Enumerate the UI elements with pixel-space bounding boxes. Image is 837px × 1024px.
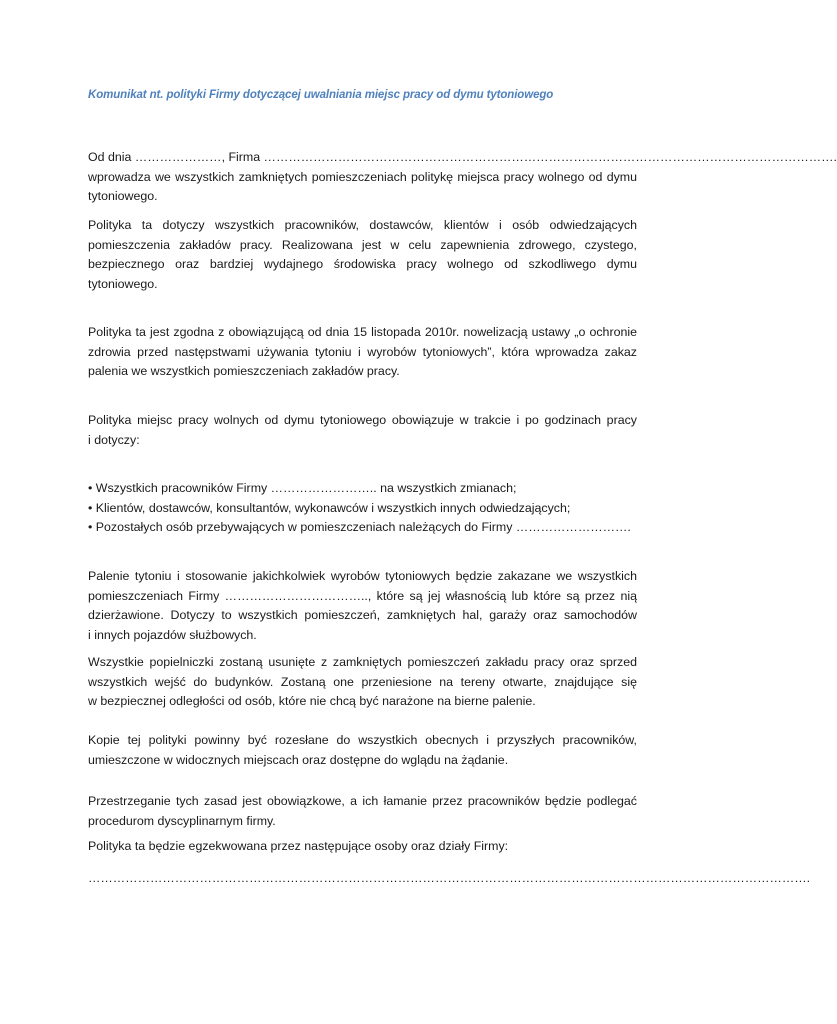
paragraph-line: i dotyczy: bbox=[88, 432, 140, 447]
paragraph-line: dzierżawione. Dotyczy to wszystkich pomieszczeń, zamkniętych hal, garaży oraz samochodów bbox=[88, 608, 637, 622]
list-item: • Pozostałych osób przebywających w pomieszczeniach należących do Firmy ………………………. bbox=[88, 520, 631, 534]
paragraph-line: Przestrzeganie tych zasad jest obowiązkowe, a ich łamanie przez pracowników będzie podlegać bbox=[88, 794, 637, 808]
paragraph-line: Kopie tej polityki powinny być rozesłane do wszystkich obecnych i przyszłych pracowników, bbox=[88, 733, 637, 747]
paragraph-line: w bezpiecznej odległości od osób, które nie chcą być narażone na bierne palenie. bbox=[88, 694, 536, 708]
list-item: • Wszystkich pracowników Firmy …………………….. na wszystkich zmianach; bbox=[88, 481, 517, 495]
paragraph-line: pomieszczeniach Firmy …………………………….., które są jej własnością lub które są przez nią bbox=[88, 588, 637, 603]
paragraph-line: wszystkich wejść do budynków. Zostaną one przeniesione na tereny otwarte, znajdujące się bbox=[88, 674, 637, 689]
paragraph-line: Polityka miejsc pracy wolnych od dymu tytoniowego obowiązuje w trakcie i po godzinach pracy bbox=[88, 413, 637, 427]
paragraph-line: Polityka ta jest zgodna z obowiązującą od dnia 15 listopada 2010r. nowelizacją ustawy „o ochronie bbox=[88, 325, 637, 339]
paragraph-compliance bbox=[88, 792, 637, 831]
paragraph-ban bbox=[88, 567, 637, 645]
paragraph-line: Polityka ta dotyczy wszystkich pracowników, dostawców, klientów i osób odwiedzających bbox=[88, 218, 637, 232]
paragraph-line: i innych pojazdów służbowych. bbox=[88, 627, 257, 642]
paragraph-scope bbox=[88, 216, 637, 294]
paragraph-line: Wszystkie popielniczki zostaną usunięte z zamkniętych pomieszczeń zakładu pracy oraz sprzed bbox=[88, 655, 637, 669]
bullet-list bbox=[88, 479, 637, 538]
paragraph-line: Palenie tytoniu i stosowanie jakichkolwiek wyrobów tytoniowych będzie zakazane we wszystkich bbox=[88, 569, 637, 583]
signature-dotted-line bbox=[88, 869, 811, 889]
paragraph-line: procedurom dyscyplinarnym firmy. bbox=[88, 813, 276, 828]
paragraph-line: bezpiecznego oraz bardziej wydajnego środowiska pracy wolnego od szkodliwego dymu bbox=[88, 257, 637, 271]
paragraph-line: wprowadza we wszystkich zamkniętych pomieszczeniach politykę miejsca pracy wolnego od dymu bbox=[88, 169, 637, 184]
document-title: Komunikat nt. polityki Firmy dotyczącej uwalniania miejsc pracy od dymu tytoniowego bbox=[88, 89, 554, 101]
paragraph-copies bbox=[88, 731, 637, 770]
paragraph-line: Od dnia …………………, Firma …………………………………………………………………………………………………………………………. bbox=[88, 150, 837, 164]
paragraph-line: pomieszczenia zakładów pracy. Realizowana jest w celu zapewnienia zdrowego, czystego, bbox=[88, 237, 637, 252]
paragraph-legal-basis bbox=[88, 323, 637, 382]
paragraph-line: umieszczone w widocznych miejscach oraz dostępne do wglądu na żądanie. bbox=[88, 752, 509, 767]
paragraph-line: tytoniowego. bbox=[88, 276, 158, 291]
list-item: • Klientów, dostawców, konsultantów, wykonawców i wszystkich innych odwiedzających; bbox=[88, 500, 571, 515]
paragraph-line: palenia we wszystkich pomieszczeniach zakładów pracy. bbox=[88, 364, 400, 378]
paragraph-line: tytoniowego. bbox=[88, 189, 158, 203]
paragraph-enforcement bbox=[88, 837, 637, 857]
paragraph-intro bbox=[88, 148, 837, 207]
paragraph-line: zdrowia przed następstwami używania tytoniu i wyrobów tytoniowych”, która wprowadza zakaz bbox=[88, 344, 637, 359]
dotted-fill-line: …………………………………………………………………………………………………………………………………………………………. bbox=[88, 871, 811, 885]
paragraph-line: Polityka ta będzie egzekwowana przez następujące osoby oraz działy Firmy: bbox=[88, 839, 509, 853]
paragraph-ashtrays bbox=[88, 653, 637, 712]
paragraph-applicability bbox=[88, 411, 637, 450]
